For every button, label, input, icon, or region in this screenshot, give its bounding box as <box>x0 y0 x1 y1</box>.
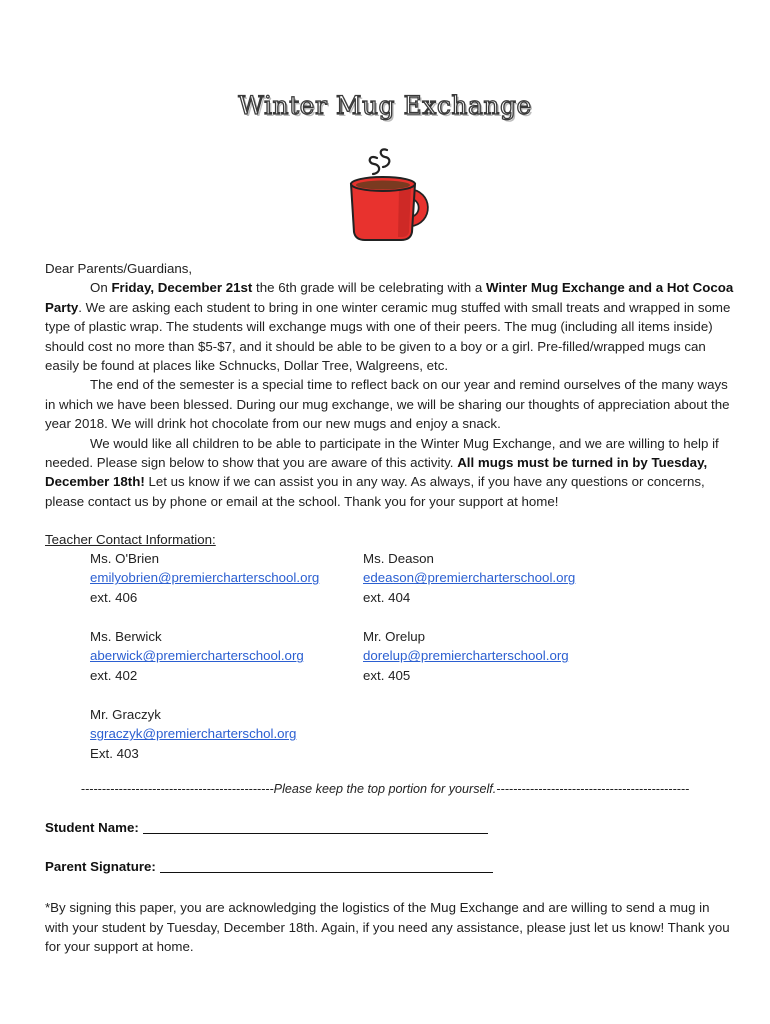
teacher-ext: ext. 404 <box>363 589 411 605</box>
teacher-ext: ext. 406 <box>90 589 138 605</box>
parent-signature-field <box>45 859 493 874</box>
contacts-heading: Teacher Contact Information: <box>45 532 216 547</box>
footnote: *By signing this paper, you are acknowledging the logistics of the Mug Exchange and are willing to send a mug in with your student by Tuesday, December 18th. Again, if you need any assistance, please just let us know! Thank you for your support at home. <box>45 900 730 955</box>
hot-cocoa-mug-icon <box>343 148 443 248</box>
paragraph-2: The end of the semester is a special time to reflect back on our year and remind ourselves of the many ways in which we have been blessed. During our mug exchange, we will be sharing our thoughts of appreciation about the year 2018. We will drink hot chocolate from our new mugs and enjoy a snack. <box>45 377 730 432</box>
teacher-email-link[interactable]: emilyobrien@premiercharterschool.org <box>90 570 320 586</box>
teacher-contact <box>90 627 304 685</box>
teacher-contact <box>363 627 569 685</box>
teacher-email-link[interactable]: edeason@premiercharterschool.org <box>363 570 576 586</box>
teacher-contact <box>90 705 296 763</box>
teacher-name: Ms. O'Brien <box>90 551 160 566</box>
parent-signature-line[interactable] <box>160 872 493 873</box>
tear-off-divider: ----------------------------------------------Please keep the top portion for yourself.---------------------------------------------- <box>80 782 690 796</box>
teacher-email-link[interactable]: sgraczyk@premiercharterschol.org <box>90 726 297 742</box>
letter-body <box>45 259 735 511</box>
teacher-contact <box>90 549 319 607</box>
student-name-line[interactable] <box>143 833 488 834</box>
teacher-ext: Ext. 403 <box>90 745 139 761</box>
teacher-ext: ext. 405 <box>363 667 411 683</box>
student-name-label: Student Name: <box>45 820 139 835</box>
student-name-field <box>45 820 488 835</box>
greeting: Dear Parents/Guardians, <box>45 261 193 276</box>
paragraph-3: We would like all children to be able to participate in the Winter Mug Exchange, and we are willing to help if needed. Please sign below to show that you are aware of this activity. All mugs must be turned in by Tuesday, December 18th! Let us know if we can assist you in any way. As always, if you have any questions or concerns, please contact us by phone or email at the school. Thank you for your support at home! <box>45 435 719 509</box>
teacher-name: Mr. Orelup <box>363 629 426 644</box>
teacher-name: Ms. Berwick <box>90 629 162 644</box>
teacher-email-link[interactable]: aberwick@premiercharterschool.org <box>90 648 304 664</box>
paragraph-1: On Friday, December 21st the 6th grade will be celebrating with a Winter Mug Exchange and a Hot Cocoa Party. We are asking each student to bring in one winter ceramic mug stuffed with small treats and wrapped in some type of plastic wrap. The students will exchange mugs with one of their peers. The mug (including all items inside) should cost no more than $5-$7, and it should be able to be given to a boy or a girl. Pre-filled/wrapped mugs can easily be found at places like Schnucks, Dollar Tree, Walgreens, etc. <box>45 280 734 374</box>
teacher-name: Mr. Graczyk <box>90 707 161 722</box>
teacher-email-link[interactable]: dorelup@premiercharterschool.org <box>363 648 569 664</box>
parent-signature-label: Parent Signature: <box>45 859 156 874</box>
teacher-ext: ext. 402 <box>90 667 138 683</box>
teacher-name: Ms. Deason <box>363 551 434 566</box>
teacher-contacts <box>45 530 735 549</box>
page-title: Winter Mug Exchange <box>238 91 532 120</box>
teacher-contact <box>363 549 575 607</box>
